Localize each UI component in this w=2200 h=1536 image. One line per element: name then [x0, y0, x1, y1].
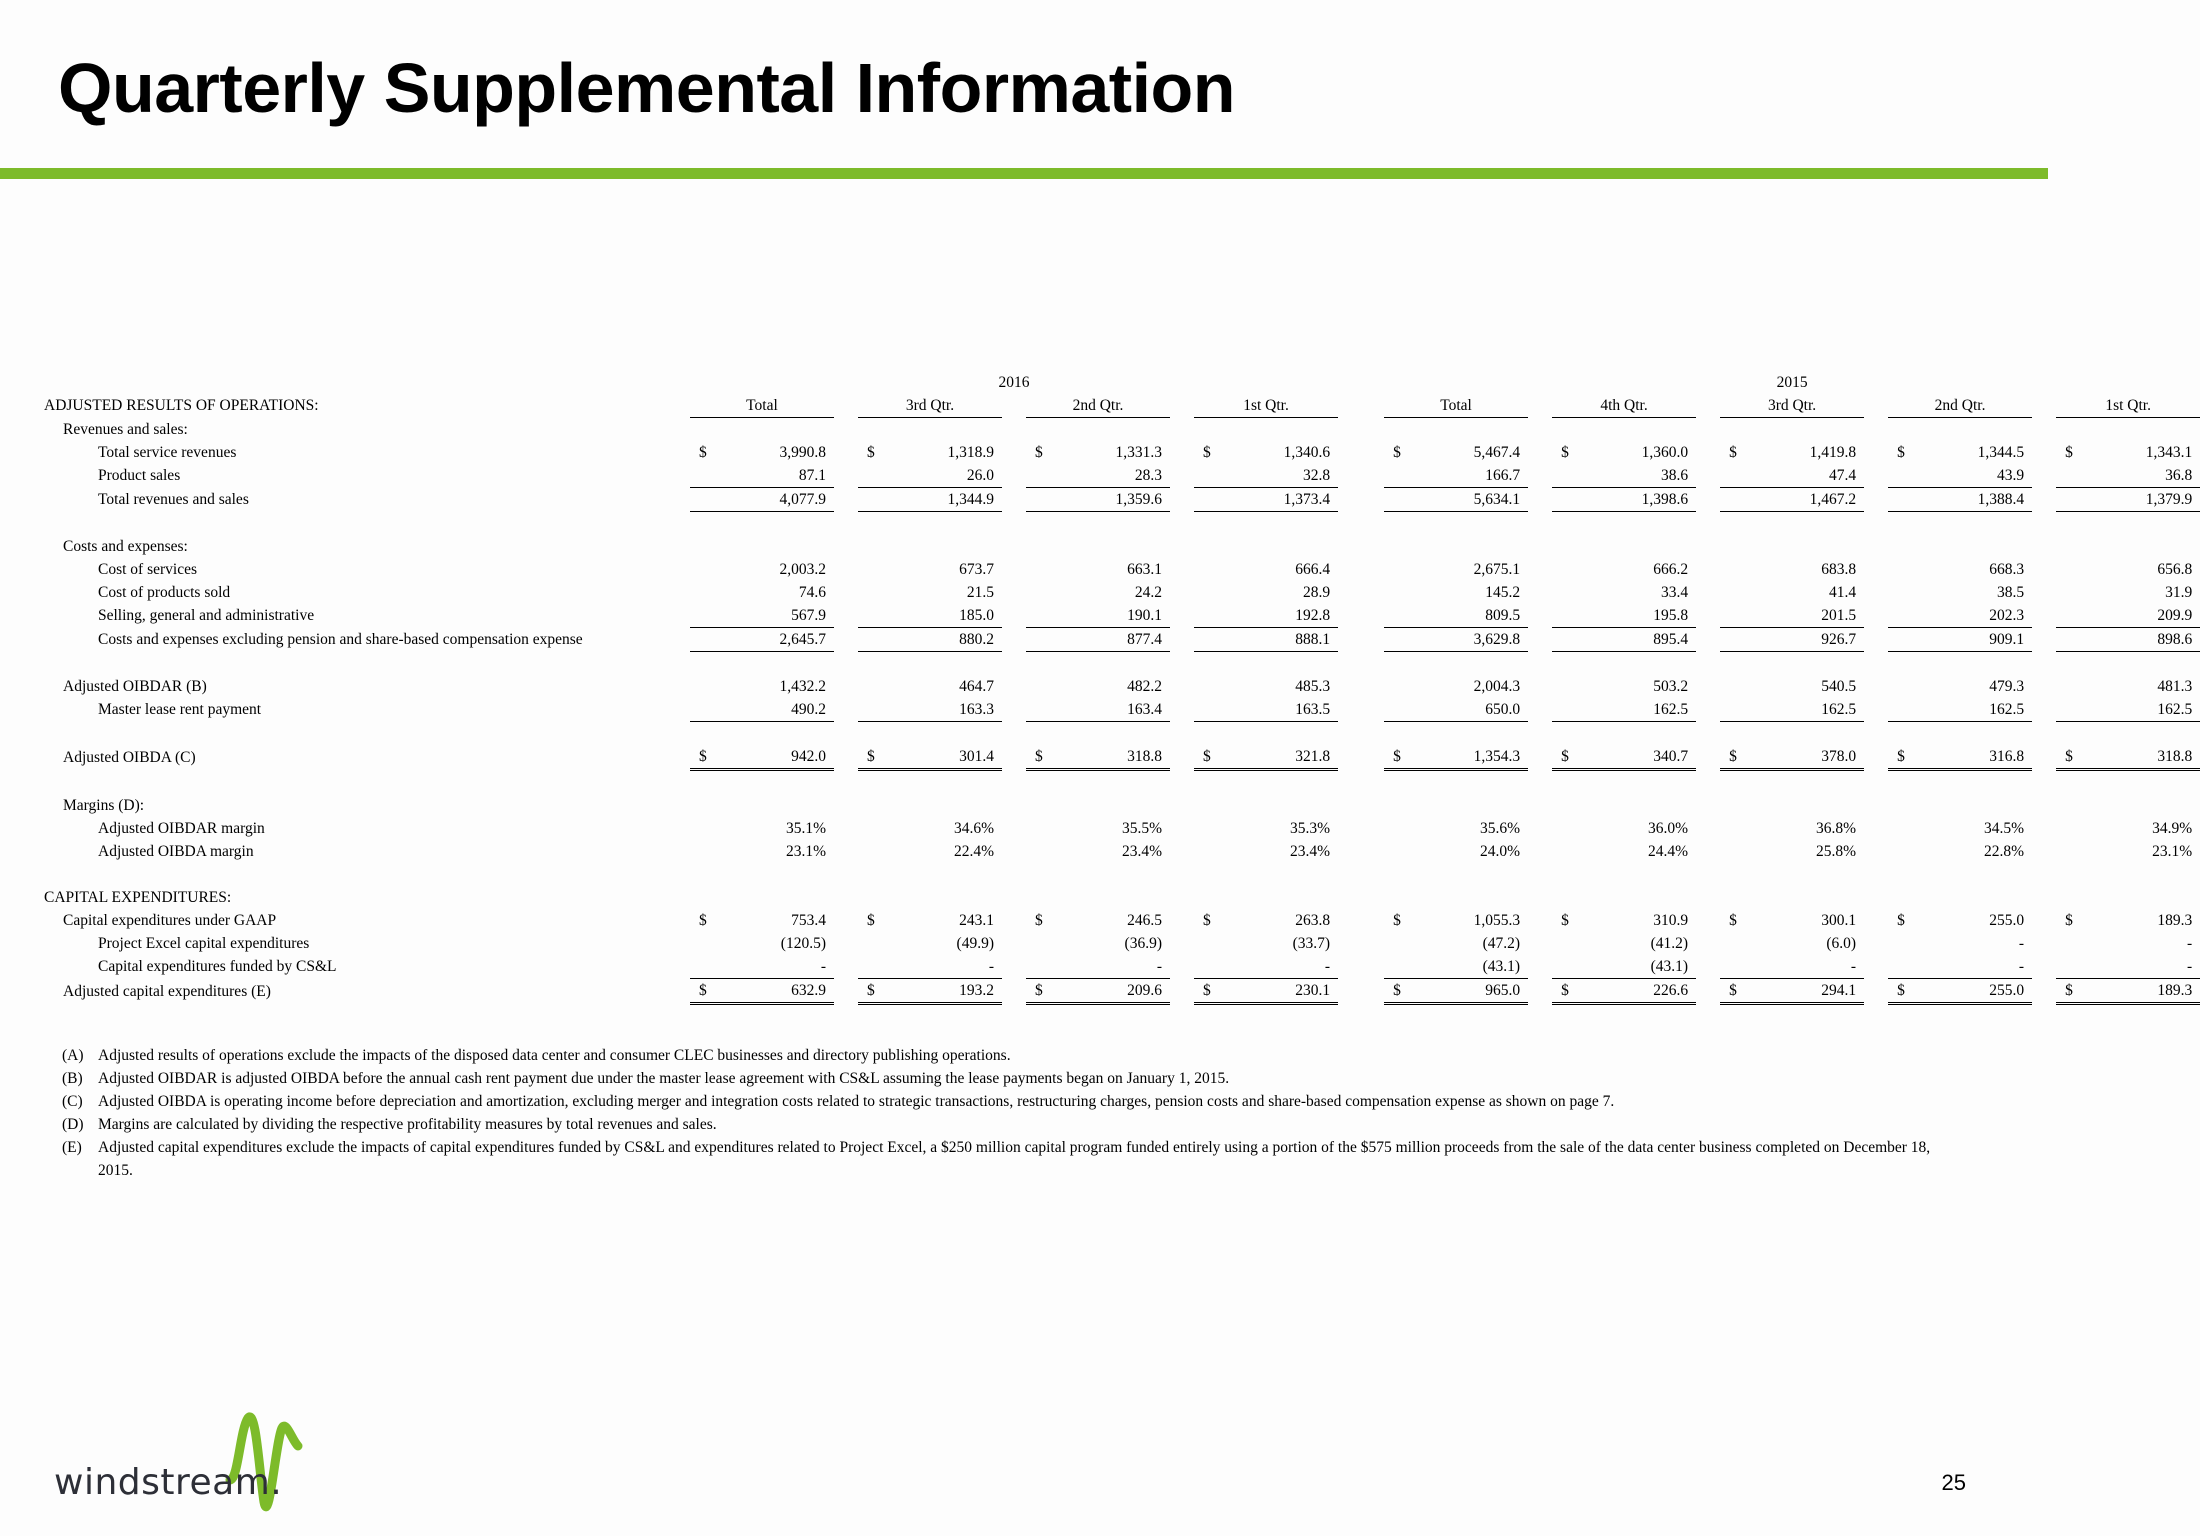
footnote-text: Adjusted OIBDA is operating income before depreciation and amortization, excluding merger and integration costs related to strategic transactions, restructuring charges, pension costs and share-based compensation expense as shown on page 7. [98, 1093, 1615, 1110]
currency-symbol: $ [1384, 979, 1404, 1004]
currency-symbol: $ [1888, 745, 1908, 770]
table-cell: 490.2 [710, 698, 834, 722]
table-cell: 26.0 [878, 464, 1002, 488]
table-cell: 22.8% [1984, 843, 2025, 860]
table-cell: 485.3 [1295, 678, 1331, 695]
table-cell: 32.8 [1214, 464, 1338, 488]
footnote-key: (B) [62, 1070, 83, 1087]
table-cell: 318.8 [2076, 745, 2200, 770]
table-cell: 888.1 [1214, 628, 1338, 652]
footnote-key: (E) [62, 1139, 82, 1156]
currency-symbol: $ [1552, 745, 1572, 770]
row-label: Adjusted OIBDA (C) [63, 748, 196, 766]
column-header: 3rd Qtr. [1720, 394, 1864, 418]
table-cell: 195.8 [1572, 604, 1696, 628]
row-heading: Margins (D): [63, 797, 145, 814]
table-cell: 2,675.1 [1473, 561, 1521, 578]
table-cell: 3,629.8 [1404, 628, 1528, 652]
table-cell: 23.4% [1290, 843, 1331, 860]
table-cell: 540.5 [1821, 678, 1857, 695]
table-cell: 230.1 [1214, 979, 1338, 1004]
table-cell: 1,467.2 [1740, 488, 1864, 512]
table-cell: 1,354.3 [1404, 745, 1528, 770]
table-cell: 809.5 [1404, 604, 1528, 628]
footnote [62, 1136, 1962, 1182]
table-cell: 1,340.6 [1283, 444, 1331, 461]
currency-symbol: $ [1203, 912, 1211, 929]
row-label: Selling, general and administrative [98, 607, 315, 625]
table-cell: 23.1% [785, 843, 826, 860]
footnote-text: Adjusted OIBDAR is adjusted OIBDA before the annual cash rent payment due under the master lease agreement with CS&L assuming the lease payments began on January 1, 2015. [98, 1070, 1230, 1087]
footnote [62, 1113, 1962, 1136]
title-divider [0, 168, 2048, 179]
footnote-key: (A) [62, 1047, 84, 1064]
table-cell: 650.0 [1404, 698, 1528, 722]
table-cell: 482.2 [1127, 678, 1162, 695]
currency-symbol: $ [1194, 745, 1214, 770]
currency-symbol: $ [1035, 444, 1043, 461]
currency-symbol: $ [858, 979, 878, 1004]
table-cell: 193.2 [878, 979, 1002, 1004]
currency-symbol: $ [1561, 912, 1569, 929]
table-cell: 1,432.2 [779, 678, 826, 695]
table-cell: - [2018, 935, 2025, 952]
table-cell: 479.3 [1989, 678, 2025, 695]
row-label: Adjusted capital expenditures (E) [63, 982, 271, 1000]
table-cell: 34.9% [2152, 820, 2193, 837]
table-cell: 36.8% [1816, 820, 1857, 837]
table-cell: 1,344.5 [1977, 444, 2025, 461]
table-cell: 926.7 [1740, 628, 1864, 652]
currency-symbol: $ [1897, 444, 1905, 461]
table-cell: 666.2 [1653, 561, 1689, 578]
table-cell: - [2076, 955, 2200, 979]
table-cell: 898.6 [2076, 628, 2200, 652]
table-cell: 41.4 [1828, 584, 1857, 601]
table-cell: 201.5 [1740, 604, 1864, 628]
currency-symbol: $ [690, 979, 710, 1004]
table-cell: 909.1 [1908, 628, 2032, 652]
row-label: Adjusted OIBDAR (B) [63, 678, 207, 695]
table-cell: 464.7 [959, 678, 994, 695]
footnote-text: Adjusted capital expenditures exclude the impacts of capital expenditures funded by CS&L and expenditures related to Project Excel, a $250 million capital program funded entirely using a portion of the $575 million proceeds from the sale of the data center business completed on December 18, 2015. [98, 1139, 1931, 1179]
currency-symbol: $ [1888, 979, 1908, 1004]
table-cell: 378.0 [1740, 745, 1864, 770]
table-cell: 263.8 [1295, 912, 1331, 929]
table-cell: 24.2 [1134, 584, 1162, 601]
table-cell: 243.1 [959, 912, 994, 929]
table-cell: 145.2 [1485, 584, 1521, 601]
column-header: 2nd Qtr. [1026, 394, 1170, 418]
table-cell: 192.8 [1214, 604, 1338, 628]
table-cell: 163.4 [1046, 698, 1170, 722]
table-cell: 877.4 [1046, 628, 1170, 652]
table-cell: 22.4% [953, 843, 994, 860]
table-cell: 23.1% [2152, 843, 2193, 860]
table-cell: 166.7 [1404, 464, 1528, 488]
currency-symbol: $ [1552, 979, 1572, 1004]
table-cell: (47.2) [1482, 935, 1521, 952]
table-cell: 663.1 [1127, 561, 1162, 578]
column-header: 3rd Qtr. [858, 394, 1002, 418]
table-cell: 33.4 [1660, 584, 1689, 601]
table-cell: 895.4 [1572, 628, 1696, 652]
table-cell: 503.2 [1653, 678, 1689, 695]
currency-symbol: $ [1194, 979, 1214, 1004]
table-cell: 35.5% [1121, 820, 1162, 837]
currency-symbol: $ [2065, 444, 2073, 461]
table-cell: 36.8 [2076, 464, 2200, 488]
table-cell: 35.3% [1290, 820, 1331, 837]
currency-symbol: $ [867, 912, 875, 929]
table-cell: 880.2 [878, 628, 1002, 652]
table-cell: 255.0 [1908, 979, 2032, 1004]
table-cell: (36.9) [1124, 935, 1162, 952]
currency-symbol: $ [2056, 979, 2076, 1004]
currency-symbol: $ [1026, 979, 1046, 1004]
table-cell: 1,343.1 [2145, 444, 2193, 461]
currency-symbol: $ [1393, 444, 1401, 461]
table-cell: 1,360.0 [1641, 444, 1689, 461]
footnotes [62, 1044, 1962, 1182]
table-cell: 942.0 [710, 745, 834, 770]
currency-symbol: $ [1203, 444, 1211, 461]
table-cell: (120.5) [780, 935, 826, 952]
table-cell: 666.4 [1295, 561, 1331, 578]
row-label: Costs and expenses excluding pension and share-based compensation expense [98, 631, 583, 648]
page-title: Quarterly Supplemental Information [58, 49, 1236, 127]
table-cell: (49.9) [956, 935, 994, 952]
table-cell: 162.5 [1572, 698, 1696, 722]
table-cell: 163.5 [1214, 698, 1338, 722]
table-cell: 2,645.7 [710, 628, 834, 652]
table-cell: 1,331.3 [1115, 444, 1162, 461]
table-cell: 1,318.9 [947, 444, 994, 461]
logo-wordmark: windstream. [54, 1462, 283, 1503]
table-cell: 36.0% [1648, 820, 1689, 837]
table-cell: 23.4% [1121, 843, 1162, 860]
table-cell: 209.9 [2076, 604, 2200, 628]
table-cell: 162.5 [1908, 698, 2032, 722]
table-cell: 567.9 [710, 604, 834, 628]
row-label: Product sales [98, 467, 181, 485]
table-cell: 753.4 [791, 912, 826, 929]
table-cell: 668.3 [1989, 561, 2025, 578]
row-label: Capital expenditures funded by CS&L [98, 958, 337, 976]
footnote-text: Adjusted results of operations exclude the impacts of the disposed data center and consumer CLEC businesses and directory publishing operations. [98, 1047, 1011, 1064]
row-label: Adjusted OIBDA margin [98, 843, 254, 860]
table-cell: 310.9 [1653, 912, 1689, 929]
currency-symbol: $ [2056, 745, 2076, 770]
table-cell: 74.6 [798, 584, 826, 601]
row-label: Capital expenditures under GAAP [63, 912, 277, 929]
table-cell: 340.7 [1572, 745, 1696, 770]
row-label: Master lease rent payment [98, 701, 262, 719]
table-cell: - [1214, 955, 1338, 979]
row-label: Total service revenues [98, 444, 237, 461]
currency-symbol: $ [1393, 912, 1401, 929]
table-cell: 2,004.3 [1473, 678, 1521, 695]
table-cell: 5,634.1 [1404, 488, 1528, 512]
currency-symbol: $ [1897, 912, 1905, 929]
column-header: 4th Qtr. [1552, 394, 1696, 418]
column-header: 2nd Qtr. [1888, 394, 2032, 418]
footnote [62, 1067, 1962, 1090]
currency-symbol: $ [1729, 912, 1737, 929]
table-cell: 5,467.4 [1473, 444, 1521, 461]
table-cell: 47.4 [1740, 464, 1864, 488]
column-header: Total [1384, 394, 1528, 418]
section-heading-operations: ADJUSTED RESULTS OF OPERATIONS: [44, 397, 319, 415]
table-cell: 25.8% [1816, 843, 1857, 860]
table-cell: 246.5 [1127, 912, 1162, 929]
table-cell: 162.5 [1740, 698, 1864, 722]
table-cell: 38.6 [1572, 464, 1696, 488]
table-cell: 3,990.8 [779, 444, 826, 461]
currency-symbol: $ [1384, 745, 1404, 770]
table-cell: 190.1 [1046, 604, 1170, 628]
year-2015-header: 2015 [1776, 374, 1808, 391]
table-cell: 1,359.6 [1046, 488, 1170, 512]
row-label: Project Excel capital expenditures [98, 935, 310, 952]
table-cell: 656.8 [2157, 561, 2193, 578]
table-cell: 34.6% [953, 820, 994, 837]
table-cell: 4,077.9 [710, 488, 834, 512]
table-cell: (43.1) [1404, 955, 1528, 979]
table-cell: (41.2) [1650, 935, 1689, 952]
table-cell: 202.3 [1908, 604, 2032, 628]
table-cell: - [1046, 955, 1170, 979]
currency-symbol: $ [1720, 745, 1740, 770]
table-cell: 301.4 [878, 745, 1002, 770]
table-cell: 209.6 [1046, 979, 1170, 1004]
table-cell: 38.5 [1996, 584, 2025, 601]
table-cell: 21.5 [966, 584, 994, 601]
table-cell: 189.3 [2076, 979, 2200, 1004]
footnote [62, 1044, 1962, 1067]
table-cell: 1,419.8 [1809, 444, 1857, 461]
footnote-key: (D) [62, 1116, 84, 1133]
table-cell: (6.0) [1826, 935, 1857, 952]
table-cell: (43.1) [1572, 955, 1696, 979]
table-cell: 35.6% [1480, 820, 1521, 837]
currency-symbol: $ [1026, 745, 1046, 770]
table-cell: 1,398.6 [1572, 488, 1696, 512]
table-cell: 2,003.2 [779, 561, 826, 578]
table-cell: 255.0 [1989, 912, 2025, 929]
row-label: Adjusted OIBDAR margin [98, 820, 265, 837]
table-cell: 321.8 [1214, 745, 1338, 770]
currency-symbol: $ [1035, 912, 1043, 929]
table-cell: 87.1 [710, 464, 834, 488]
row-heading: CAPITAL EXPENDITURES: [44, 889, 232, 906]
table-cell: 683.8 [1821, 561, 1857, 578]
table-cell: 226.6 [1572, 979, 1696, 1004]
table-cell: 965.0 [1404, 979, 1528, 1004]
table-cell: 673.7 [959, 561, 994, 578]
table-cell: - [878, 955, 1002, 979]
table-cell: 43.9 [1908, 464, 2032, 488]
table-cell: 316.8 [1908, 745, 2032, 770]
currency-symbol: $ [1729, 444, 1737, 461]
table-cell: 34.5% [1984, 820, 2025, 837]
footnote-text: Margins are calculated by dividing the respective profitability measures by total revenues and sales. [98, 1116, 717, 1133]
table-cell: 1,388.4 [1908, 488, 2032, 512]
currency-symbol: $ [1561, 444, 1569, 461]
table-cell: 28.3 [1046, 464, 1170, 488]
table-cell: - [1908, 955, 2032, 979]
currency-symbol: $ [2065, 912, 2073, 929]
currency-symbol: $ [1720, 979, 1740, 1004]
table-cell: - [2187, 935, 2193, 952]
table-cell: 318.8 [1046, 745, 1170, 770]
table-cell: 189.3 [2157, 912, 2193, 929]
table-cell: 31.9 [2165, 584, 2193, 601]
row-label: Cost of products sold [98, 584, 231, 601]
table-cell: 1,344.9 [878, 488, 1002, 512]
column-header: Total [690, 394, 834, 418]
page-number: 25 [1941, 1470, 1966, 1495]
table-cell: 28.9 [1302, 584, 1331, 601]
table-cell: 185.0 [878, 604, 1002, 628]
supplemental-table [44, 371, 2200, 1005]
windstream-logo [54, 1410, 314, 1514]
row-label: Cost of services [98, 561, 198, 578]
column-header: 1st Qtr. [1194, 394, 1338, 418]
row-heading: Revenues and sales: [63, 420, 188, 438]
column-header: 1st Qtr. [2056, 394, 2200, 418]
table-cell: 35.1% [785, 820, 826, 837]
currency-symbol: $ [858, 745, 878, 770]
table-cell: 1,055.3 [1473, 912, 1521, 929]
table-cell: 481.3 [2157, 678, 2193, 695]
footnote-key: (C) [62, 1093, 83, 1110]
table-cell: 1,379.9 [2076, 488, 2200, 512]
table-cell: 162.5 [2076, 698, 2200, 722]
row-label: Total revenues and sales [98, 491, 249, 508]
table-cell: - [1740, 955, 1864, 979]
row-heading: Costs and expenses: [63, 538, 188, 555]
table-cell: 300.1 [1821, 912, 1857, 929]
year-2016-header: 2016 [998, 374, 1030, 391]
table-cell: 632.9 [710, 979, 834, 1004]
currency-symbol: $ [690, 745, 710, 770]
footnote [62, 1090, 1962, 1113]
currency-symbol: $ [867, 444, 875, 461]
currency-symbol: $ [699, 444, 707, 461]
table-cell: - [710, 955, 834, 979]
currency-symbol: $ [699, 912, 707, 929]
table-cell: 163.3 [878, 698, 1002, 722]
table-cell: 24.0% [1480, 843, 1521, 860]
table-cell: 24.4% [1648, 843, 1689, 860]
table-cell: 1,373.4 [1214, 488, 1338, 512]
table-cell: (33.7) [1292, 935, 1331, 952]
table-cell: 294.1 [1740, 979, 1864, 1004]
